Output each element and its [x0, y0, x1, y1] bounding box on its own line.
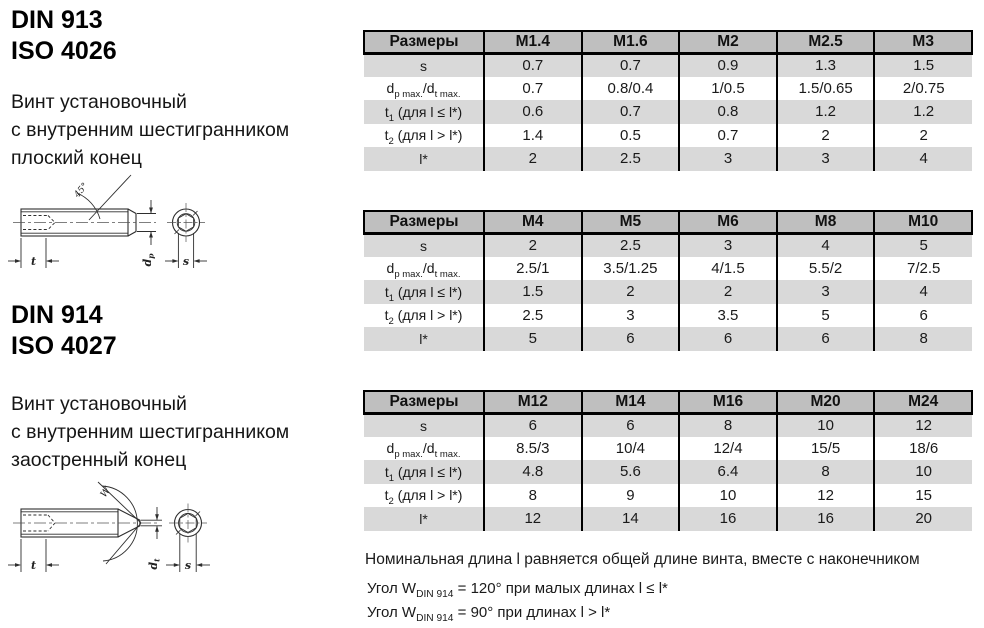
value-cell: 0.7	[582, 100, 680, 124]
size-header-cell: M5	[582, 211, 680, 233]
value-cell: 10	[679, 484, 777, 508]
value-cell: 2	[484, 147, 582, 171]
size-header-cell: M1.6	[582, 31, 680, 53]
row-label-cell: $t_2$ (для l > l*)	[384, 307, 463, 328]
table-m1.4-m3	[363, 30, 973, 171]
value-cell: 1.5	[874, 53, 972, 77]
value-cell: 10	[777, 413, 875, 437]
value-cell: 2.5	[484, 304, 582, 328]
screw-side-view	[13, 209, 156, 236]
row-label-cell: $t_2$ (для l > l*)	[384, 127, 463, 148]
value-cell: 5.6	[582, 460, 680, 484]
value-cell: 4	[874, 147, 972, 171]
value-cell: 1.3	[777, 53, 875, 77]
value-cell: 1.5	[484, 280, 582, 304]
table-row	[364, 124, 972, 148]
description-line: с внутренним шестигранником	[11, 119, 290, 141]
row-label-cell: s	[420, 417, 427, 434]
table-row	[364, 413, 972, 437]
table-row	[364, 233, 972, 257]
row-label-cell: l*	[419, 330, 428, 347]
value-cell: 8	[679, 413, 777, 437]
size-header-cell: M8	[777, 211, 875, 233]
table-row	[364, 100, 972, 124]
table-row	[364, 437, 972, 461]
value-cell: 12	[874, 413, 972, 437]
value-cell: 5.5/2	[777, 257, 875, 281]
row-label-cell: l*	[419, 150, 428, 167]
note-angle-120: Угол $W_{DIN 914} = 120^\circ$ при малых длинах l ≤ l*	[367, 580, 668, 600]
table-row	[364, 507, 972, 531]
value-cell: 3	[777, 280, 875, 304]
value-cell: 4	[777, 233, 875, 257]
table-row	[364, 53, 972, 77]
size-header-cell: M12	[484, 391, 582, 413]
value-cell: 14	[582, 507, 680, 531]
size-header-cell: M14	[582, 391, 680, 413]
value-cell: 3.5	[679, 304, 777, 328]
value-cell: 2	[582, 280, 680, 304]
value-cell: 5	[484, 327, 582, 351]
value-cell: 0.7	[484, 77, 582, 101]
row-label-cell: $t_1$ (для l ≤ l*)	[384, 283, 463, 304]
standard-heading-din913	[11, 5, 117, 67]
value-cell: 1.2	[777, 100, 875, 124]
table-row	[364, 304, 972, 328]
table-m12-m24	[363, 390, 973, 531]
value-cell: 12	[484, 507, 582, 531]
value-cell: 10	[874, 460, 972, 484]
chamfer-angle-callout	[77, 175, 131, 220]
flat-point-screw-drawing	[4, 172, 234, 282]
standard-iso-4027: ISO 4027	[11, 332, 117, 360]
description-line: заостренный конец	[11, 449, 187, 471]
table-m4-m10	[363, 210, 973, 351]
value-cell: 8	[484, 484, 582, 508]
note-angle-90: Угол $W_{DIN 914} = 90^\circ$ при длинах l > l*	[367, 604, 611, 624]
value-cell: 6	[582, 413, 680, 437]
screw-end-view	[167, 203, 205, 242]
dimension-s-label: s	[182, 255, 190, 268]
standard-iso-4026: ISO 4026	[11, 37, 117, 65]
cone-point-screw-drawing	[4, 475, 234, 590]
value-cell: 3	[777, 147, 875, 171]
value-cell: 0.7	[582, 53, 680, 77]
row-label-cell: s	[420, 237, 427, 254]
dimensions-header-cell: Размеры	[364, 211, 484, 233]
value-cell: 5	[777, 304, 875, 328]
table-row	[364, 280, 972, 304]
dimension-dt-label: $d_t$	[147, 558, 162, 570]
value-cell: 2/0.75	[874, 77, 972, 101]
angle-45-label: 45°	[72, 181, 91, 200]
value-cell: 4/1.5	[679, 257, 777, 281]
value-cell: 0.7	[484, 53, 582, 77]
value-cell: 2	[679, 280, 777, 304]
description-din914	[11, 390, 289, 474]
table-row	[364, 484, 972, 508]
size-header-cell: M2.5	[777, 31, 875, 53]
table-row	[364, 327, 972, 351]
value-cell: 0.7	[679, 124, 777, 148]
value-cell: 3	[679, 233, 777, 257]
value-cell: 15/5	[777, 437, 875, 461]
value-cell: 1.2	[874, 100, 972, 124]
row-label-cell: $t_2$ (для l > l*)	[384, 487, 463, 508]
size-header-cell: M24	[874, 391, 972, 413]
value-cell: 12	[777, 484, 875, 508]
size-header-cell: M3	[874, 31, 972, 53]
row-label-cell: $d_{p max.}/d_{t max.}$	[386, 260, 461, 281]
row-label-cell: $t_1$ (для l ≤ l*)	[384, 103, 463, 124]
value-cell: 6	[484, 413, 582, 437]
value-cell: 3	[582, 304, 680, 328]
description-line: Винт установочный	[11, 393, 187, 415]
description-line: Винт установочный	[11, 91, 187, 113]
screw-side-view	[13, 509, 160, 537]
standard-din-913: DIN 913	[11, 6, 103, 34]
dimensions-header-cell: Размеры	[364, 391, 484, 413]
value-cell: 2.5	[582, 233, 680, 257]
value-cell: 8.5/3	[484, 437, 582, 461]
size-header-cell: M20	[777, 391, 875, 413]
value-cell: 6	[777, 327, 875, 351]
value-cell: 4	[874, 280, 972, 304]
dimension-s-label: s	[184, 559, 192, 572]
table-header-row	[364, 31, 972, 53]
description-din913	[11, 88, 289, 172]
size-header-cell: M2	[679, 31, 777, 53]
value-cell: 6	[582, 327, 680, 351]
value-cell: 1.4	[484, 124, 582, 148]
value-cell: 16	[679, 507, 777, 531]
size-header-cell: M10	[874, 211, 972, 233]
value-cell: 2	[484, 233, 582, 257]
value-cell: 20	[874, 507, 972, 531]
table-header-row	[364, 211, 972, 233]
table-row	[364, 77, 972, 101]
row-label-cell: $d_{p max.}/d_{t max.}$	[386, 80, 461, 101]
dimension-t-label: t	[30, 255, 37, 268]
standard-heading-din914	[11, 300, 117, 362]
standard-din-914: DIN 914	[11, 301, 103, 329]
value-cell: 2.5/1	[484, 257, 582, 281]
table-header-row	[364, 391, 972, 413]
table-row	[364, 460, 972, 484]
value-cell: 16	[777, 507, 875, 531]
size-header-cell: M16	[679, 391, 777, 413]
value-cell: 8	[874, 327, 972, 351]
size-header-cell: M1.4	[484, 31, 582, 53]
value-cell: 9	[582, 484, 680, 508]
angle-w-label: W	[98, 485, 114, 500]
dimensions-header-cell: Размеры	[364, 31, 484, 53]
row-label-cell: $t_1$ (для l ≤ l*)	[384, 463, 463, 484]
dimension-dp-label: $d_p$	[141, 253, 156, 267]
value-cell: 6.4	[679, 460, 777, 484]
value-cell: 3	[679, 147, 777, 171]
row-label-cell: s	[420, 57, 427, 74]
value-cell: 5	[874, 233, 972, 257]
value-cell: 1.5/0.65	[777, 77, 875, 101]
value-cell: 4.8	[484, 460, 582, 484]
value-cell: 12/4	[679, 437, 777, 461]
size-header-cell: M6	[679, 211, 777, 233]
value-cell: 15	[874, 484, 972, 508]
row-label-cell: l*	[419, 510, 428, 527]
size-header-cell: M4	[484, 211, 582, 233]
value-cell: 7/2.5	[874, 257, 972, 281]
value-cell: 0.6	[484, 100, 582, 124]
value-cell: 0.5	[582, 124, 680, 148]
value-cell: 0.9	[679, 53, 777, 77]
value-cell: 2	[874, 124, 972, 148]
value-cell: 6	[679, 327, 777, 351]
screw-end-view	[169, 504, 207, 543]
dimension-t-label: t	[30, 559, 37, 572]
note-nominal-length: Номинальная длина l равняется общей длине винта, вместе с наконечником	[365, 551, 920, 568]
value-cell: 1/0.5	[679, 77, 777, 101]
value-cell: 2	[777, 124, 875, 148]
table-row	[364, 147, 972, 171]
value-cell: 8	[777, 460, 875, 484]
value-cell: 18/6	[874, 437, 972, 461]
value-cell: 0.8	[679, 100, 777, 124]
description-line: с внутренним шестигранником	[11, 421, 290, 443]
value-cell: 6	[874, 304, 972, 328]
description-line: плоский конец	[11, 147, 142, 169]
value-cell: 10/4	[582, 437, 680, 461]
value-cell: 3.5/1.25	[582, 257, 680, 281]
row-label-cell: $d_{p max.}/d_{t max.}$	[386, 440, 461, 461]
value-cell: 0.8/0.4	[582, 77, 680, 101]
table-row	[364, 257, 972, 281]
value-cell: 2.5	[582, 147, 680, 171]
